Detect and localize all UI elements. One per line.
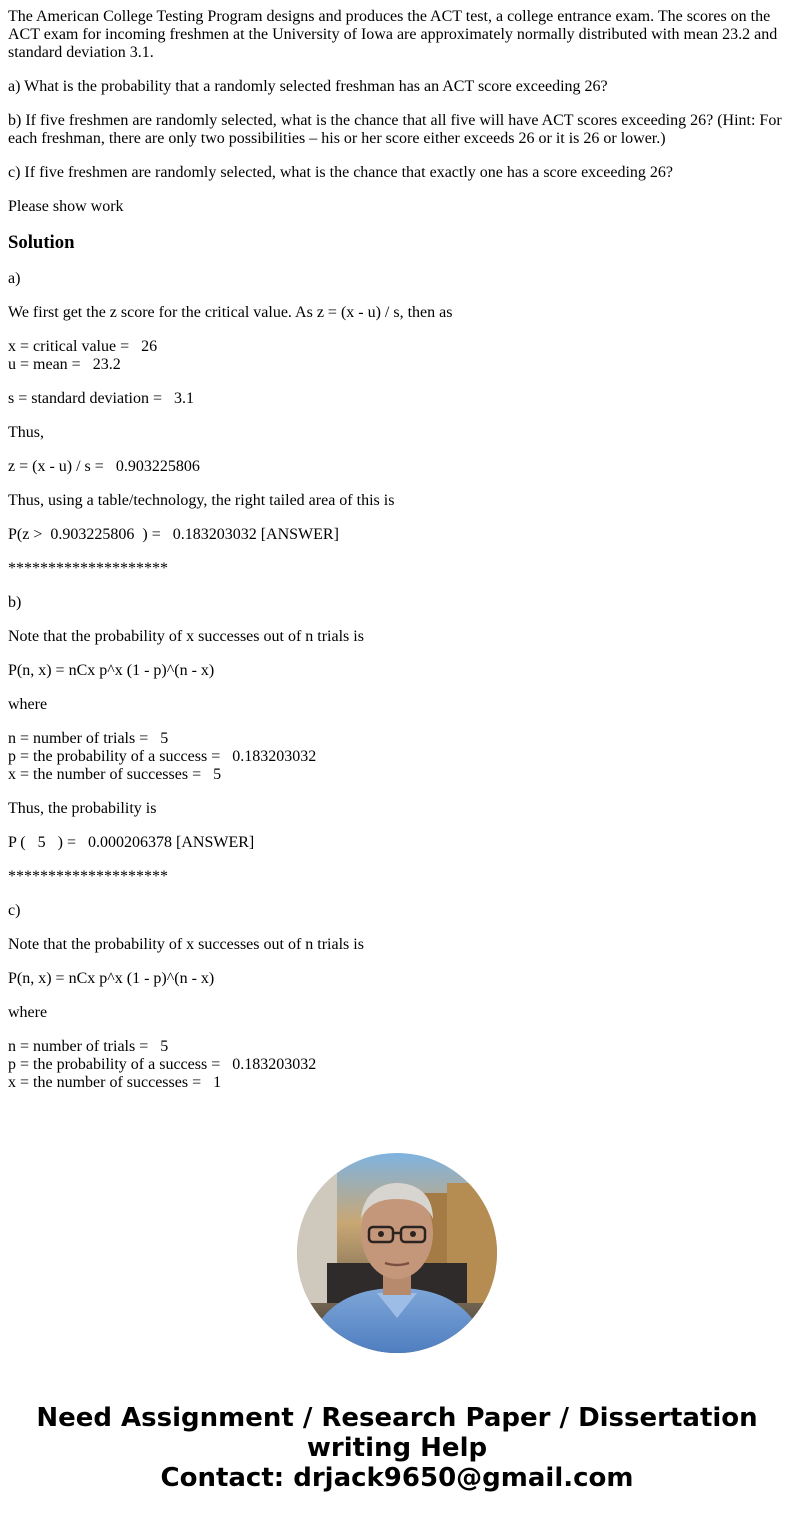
- x-value: 26: [141, 338, 158, 355]
- solution-a-s-line: [8, 390, 786, 408]
- solution-b-where: where: [8, 696, 48, 713]
- solution-a-z-line: [8, 458, 786, 476]
- promo-line-1: Need Assignment / Research Paper / Dissertation: [36, 1403, 758, 1433]
- solution-heading: Solution: [8, 232, 75, 253]
- solution-b-thus: Thus, the probability is: [8, 800, 157, 817]
- solution-a-tail-text: Thus, using a table/technology, the right tailed area of this is: [8, 492, 395, 509]
- solution-c-x-line: [8, 1074, 786, 1092]
- solution-c-label: c): [8, 902, 21, 919]
- solution-b-n-line: [8, 730, 786, 748]
- p-value: 0.183203032: [232, 748, 317, 765]
- n-label: n = number of trials =: [8, 730, 149, 747]
- result-prefix: P (: [8, 834, 26, 851]
- author-avatar: [297, 1153, 497, 1353]
- n-value: 5: [160, 1038, 169, 1055]
- result-x: 5: [37, 834, 46, 851]
- promo-line-2: writing Help: [306, 1433, 488, 1463]
- solution-c-p-line: [8, 1056, 786, 1074]
- x-label: x = the number of successes =: [8, 1074, 202, 1091]
- solution-a-label: a): [8, 270, 21, 287]
- solution-c-note: Note that the probability of x successes out of n trials is: [8, 936, 364, 953]
- answer-tag: [ANSWER]: [176, 834, 255, 851]
- promo-contact: Contact: drjack9650@gmail.com: [160, 1463, 634, 1493]
- u-label: u = mean =: [8, 356, 81, 373]
- solution-b-label: b): [8, 594, 22, 611]
- question-part-a: a) What is the probability that a randomly selected freshman has an ACT score exceeding 26?: [8, 78, 608, 95]
- promo-banner: [0, 1403, 794, 1493]
- solution-b-note: Note that the probability of x successes out of n trials is: [8, 628, 364, 645]
- x-label: x = critical value =: [8, 338, 130, 355]
- solution-a-x-line: [8, 338, 786, 356]
- solution-a-u-line: [8, 356, 786, 374]
- p-value: 0.183203032: [172, 526, 257, 543]
- z-label: z = (x - u) / s =: [8, 458, 104, 475]
- p-z-value: 0.903225806: [50, 526, 135, 543]
- s-label: s = standard deviation =: [8, 390, 163, 407]
- n-value: 5: [160, 730, 169, 747]
- answer-tag: [ANSWER]: [260, 526, 339, 543]
- u-value: 23.2: [92, 356, 121, 373]
- solution-b-formula: P(n, x) = nCx p^x (1 - p)^(n - x): [8, 662, 215, 679]
- x-label: x = the number of successes =: [8, 766, 202, 783]
- solution-a-thus: Thus,: [8, 424, 44, 441]
- z-value: 0.903225806: [115, 458, 200, 475]
- p-label: p = the probability of a success =: [8, 1056, 221, 1073]
- solution-c-where: where: [8, 1004, 48, 1021]
- separator-1: ********************: [8, 560, 168, 577]
- x-value: 5: [213, 766, 222, 783]
- question-request: Please show work: [8, 198, 124, 215]
- question-part-c: c) If five freshmen are randomly selected, what is the chance that exactly one has a score exceeding 26?: [8, 164, 674, 181]
- question-part-b: b) If five freshmen are randomly selected, what is the chance that all five will have ACT scores exceeding 26? (Hint: For each freshman, there are only two possibilities – his or her score either exceeds 26 or it is 26 or lower.): [8, 112, 782, 147]
- separator-2: ********************: [8, 868, 168, 885]
- solution-a-probability-line: [8, 526, 786, 544]
- solution-b-x-line: [8, 766, 786, 784]
- p-mid: ) =: [142, 526, 161, 543]
- solution-b-p-line: [8, 748, 786, 766]
- solution-c-formula: P(n, x) = nCx p^x (1 - p)^(n - x): [8, 970, 215, 987]
- n-label: n = number of trials =: [8, 1038, 149, 1055]
- s-value: 3.1: [174, 390, 195, 407]
- p-prefix: P(z >: [8, 526, 43, 543]
- solution-c-n-line: [8, 1038, 786, 1056]
- p-value: 0.183203032: [232, 1056, 317, 1073]
- p-label: p = the probability of a success =: [8, 748, 221, 765]
- solution-a-intro: We first get the z score for the critical value. As z = (x - u) / s, then as: [8, 304, 453, 321]
- question-intro: The American College Testing Program designs and produces the ACT test, a college entrance exam. The scores on the ACT exam for incoming freshmen at the University of Iowa are approximately normally distributed with mean 23.2 and standard deviation 3.1.: [8, 8, 778, 61]
- solution-b-result-line: [8, 834, 786, 852]
- author-portrait-image: [297, 1153, 497, 1353]
- x-value: 1: [213, 1074, 222, 1091]
- result-mid: ) =: [57, 834, 76, 851]
- result-value: 0.000206378: [88, 834, 172, 851]
